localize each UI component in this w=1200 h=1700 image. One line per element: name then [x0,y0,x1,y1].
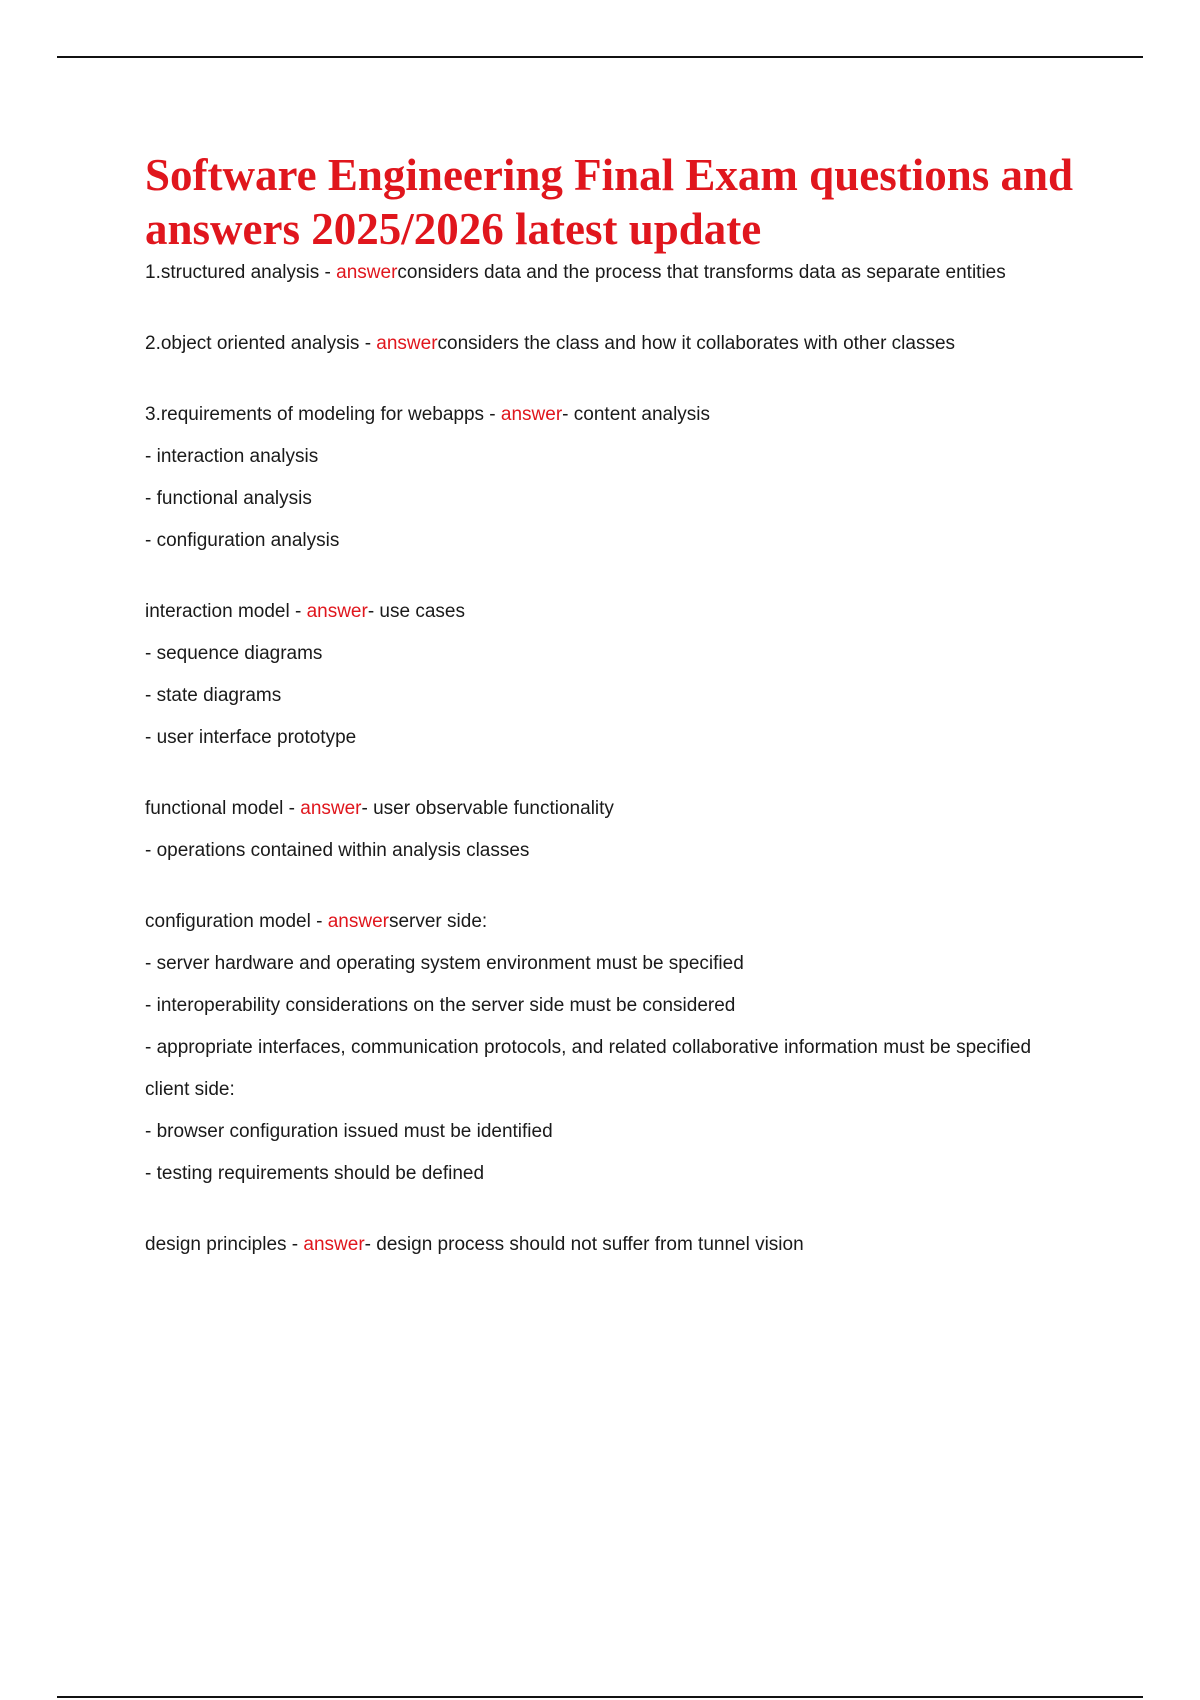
list-item: - functional analysis [145,488,312,509]
entry-answer: - content analysis [562,404,711,425]
document-body [145,148,1095,1277]
top-rule [57,56,1143,58]
entry-term: 2.object oriented analysis - [145,333,377,354]
list-item: - interoperability considerations on the server side must be considered [145,995,736,1016]
entry-answer: server side: [388,911,488,932]
list-item: - appropriate interfaces, communication protocols, and related collaborative information must be specified [145,1037,1032,1058]
entry-object-oriented-analysis [145,331,1095,357]
list-item: client side: [145,1079,235,1100]
answer-label: answer [500,404,563,425]
entry-interaction-model [145,599,1095,625]
list-item: - operations contained within analysis classes [145,840,530,861]
entry-configuration-model [145,909,1095,935]
entry-answer: - design process should not suffer from tunnel vision [364,1234,804,1255]
answer-label: answer [376,333,438,354]
answer-label: answer [336,262,398,283]
entry-term: interaction model - [145,601,307,622]
answer-label: answer [306,601,368,622]
entry-design-principles [145,1232,1095,1258]
entry-term: 3.requirements of modeling for webapps - [145,404,501,425]
entry-functional-model [145,796,1095,822]
entry-term: 1.structured analysis - [145,262,337,283]
entry-requirements-modeling [145,402,1095,428]
list-item: - browser configuration issued must be identified [145,1121,553,1142]
list-item: - server hardware and operating system environment must be specified [145,953,744,974]
entry-term: functional model - [145,798,301,819]
entry-answer: considers the class and how it collaborates with other classes [437,333,956,354]
entry-answer: considers data and the process that transforms data as separate entities [397,262,1006,283]
entry-term: design principles - [145,1234,304,1255]
document-title: Software Engineering Final Exam questions and answers 2025/2026 latest update [145,150,1074,254]
answer-label: answer [303,1234,365,1255]
entry-answer: - user observable functionality [361,798,614,819]
entry-answer: - use cases [367,601,465,622]
answer-label: answer [327,911,389,932]
entry-structured-analysis [145,260,1095,286]
list-item: - sequence diagrams [145,643,323,664]
entry-term: configuration model - [145,911,328,932]
bottom-rule [57,1696,1143,1698]
answer-label: answer [300,798,362,819]
list-item: - testing requirements should be defined [145,1163,485,1184]
list-item: - user interface prototype [145,727,357,748]
list-item: - interaction analysis [145,446,319,467]
list-item: - configuration analysis [145,530,340,551]
list-item: - state diagrams [145,685,282,706]
